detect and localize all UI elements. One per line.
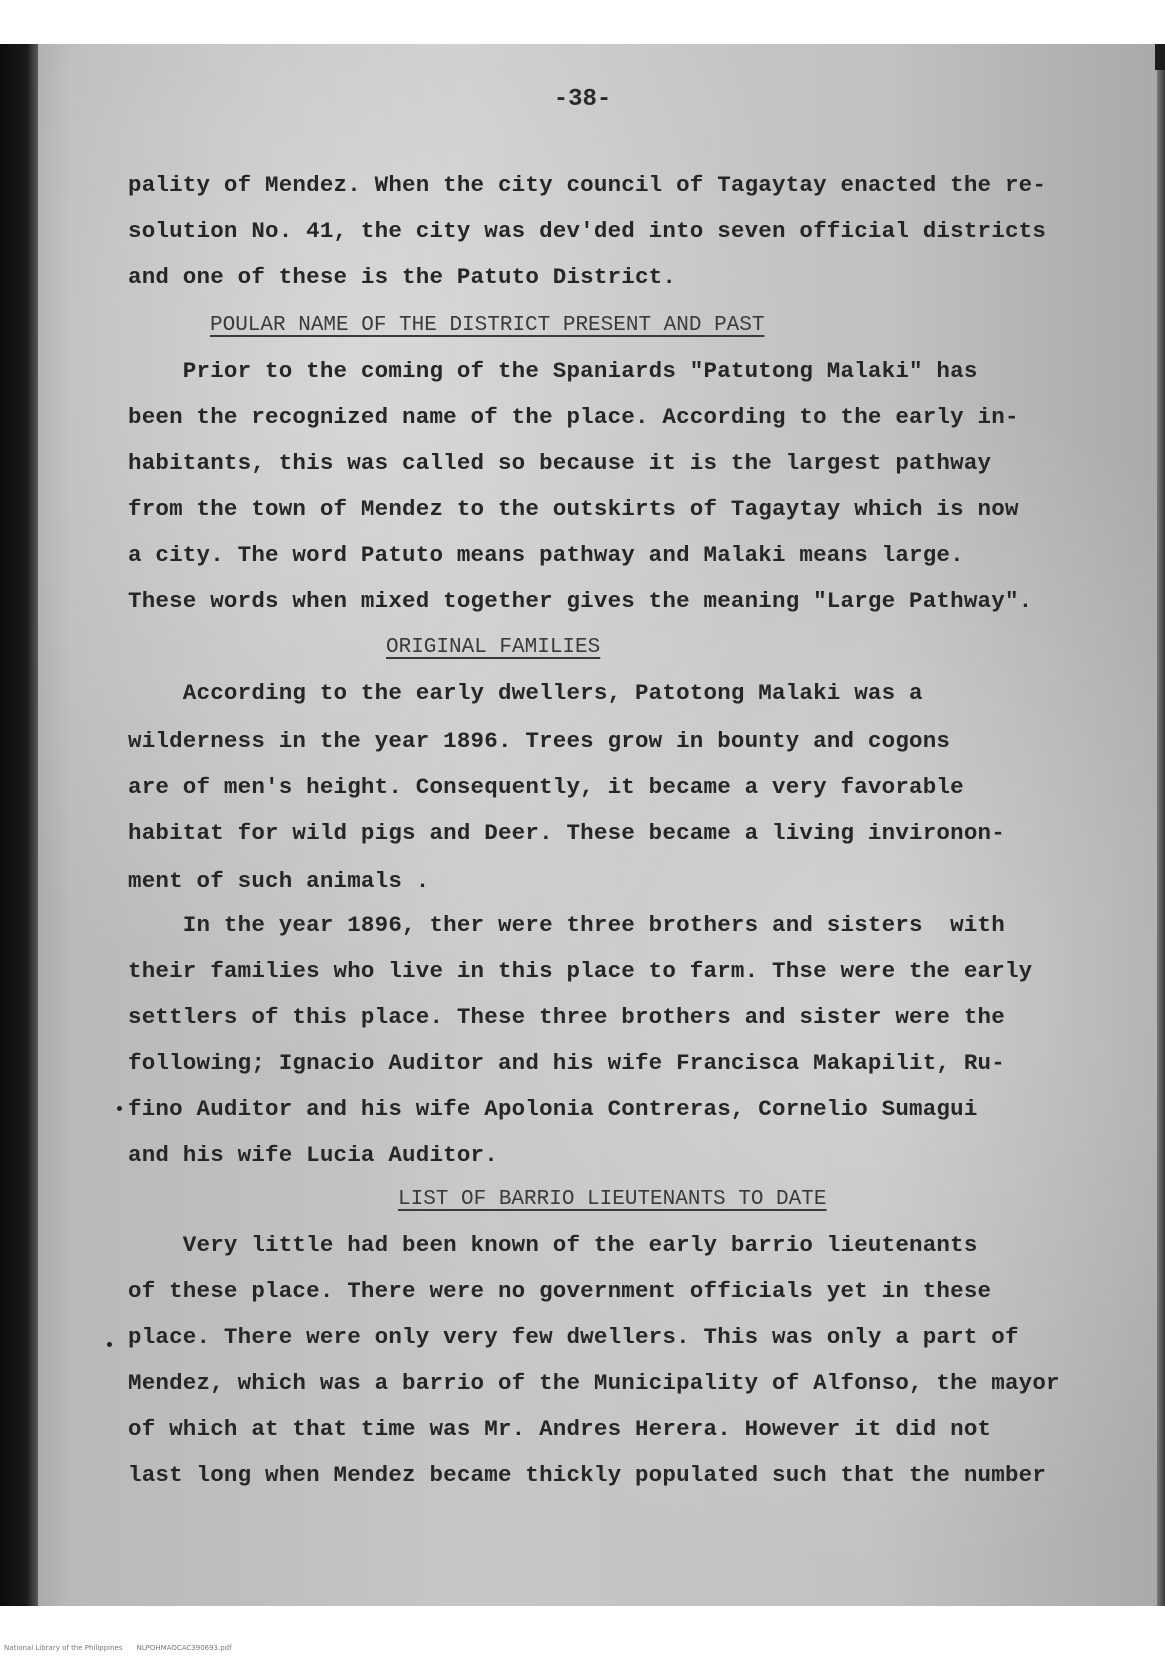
section-heading-original-families: ORIGINAL FAMILIES: [386, 636, 601, 659]
text-line: fino Auditor and his wife Apolonia Contreras, Cornelio Sumagui: [128, 1096, 978, 1122]
text-line: last long when Mendez became thickly populated such that the number: [128, 1462, 1047, 1488]
right-corner-tab: [1155, 44, 1165, 70]
text-line: Mendez, which was a barrio of the Municipality of Alfonso, the mayor: [128, 1370, 1060, 1396]
text-line: These words when mixed together gives the meaning "Large Pathway".: [128, 588, 1033, 614]
section-heading-popular-name: POULAR NAME OF THE DISTRICT PRESENT AND PAST: [210, 314, 765, 337]
text-line: following; Ignacio Auditor and his wife Francisca Makapilit, Ru-: [128, 1050, 1005, 1076]
text-line: According to the early dwellers, Patotong Malaki was a: [128, 680, 923, 706]
text-line: In the year 1896, ther were three brothers and sisters with: [128, 912, 1005, 938]
margin-mark: [117, 1106, 122, 1111]
footer-library: National Library of the Philippines: [4, 1644, 123, 1652]
section-heading-barrio-lieutenants: LIST OF BARRIO LIEUTENANTS TO DATE: [398, 1188, 827, 1211]
text-line: pality of Mendez. When the city council of Tagaytay enacted the re-: [128, 172, 1047, 198]
scanned-page: [0, 44, 1165, 1606]
text-line: their families who live in this place to farm. Thse were the early: [128, 958, 1033, 984]
text-line: Prior to the coming of the Spaniards "Patutong Malaki" has: [128, 358, 978, 384]
text-line: and one of these is the Patuto District.: [128, 264, 677, 290]
left-page-edge: [0, 44, 38, 1606]
page-number: -38-: [553, 86, 612, 113]
text-line: wilderness in the year 1896. Trees grow in bounty and cogons: [128, 728, 951, 754]
text-line: are of men's height. Consequently, it became a very favorable: [128, 774, 964, 800]
text-line: solution No. 41, the city was dev'ded into seven official districts: [128, 218, 1047, 244]
text-line: habitants, this was called so because it is the largest pathway: [128, 450, 992, 476]
right-page-edge: [1157, 44, 1165, 1606]
text-line: and his wife Lucia Auditor.: [128, 1142, 498, 1168]
margin-mark: [107, 1342, 112, 1347]
footer-file: NLPOHMAOCAC390693.pdf: [136, 1644, 232, 1652]
text-line: settlers of this place. These three brothers and sister were the: [128, 1004, 1005, 1030]
text-line: from the town of Mendez to the outskirts of Tagaytay which is now: [128, 496, 1019, 522]
text-line: of which at that time was Mr. Andres Herera. However it did not: [128, 1416, 992, 1442]
text-line: Very little had been known of the early barrio lieutenants: [128, 1232, 978, 1258]
scan-footer: [4, 1644, 246, 1652]
text-line: been the recognized name of the place. According to the early in-: [128, 404, 1019, 430]
text-line: place. There were only very few dwellers. This was only a part of: [128, 1324, 1019, 1350]
text-line: ment of such animals .: [128, 868, 430, 894]
text-line: a city. The word Patuto means pathway and Malaki means large.: [128, 542, 964, 568]
text-line: of these place. There were no government officials yet in these: [128, 1278, 992, 1304]
text-line: habitat for wild pigs and Deer. These became a living invironon-: [128, 820, 1005, 846]
